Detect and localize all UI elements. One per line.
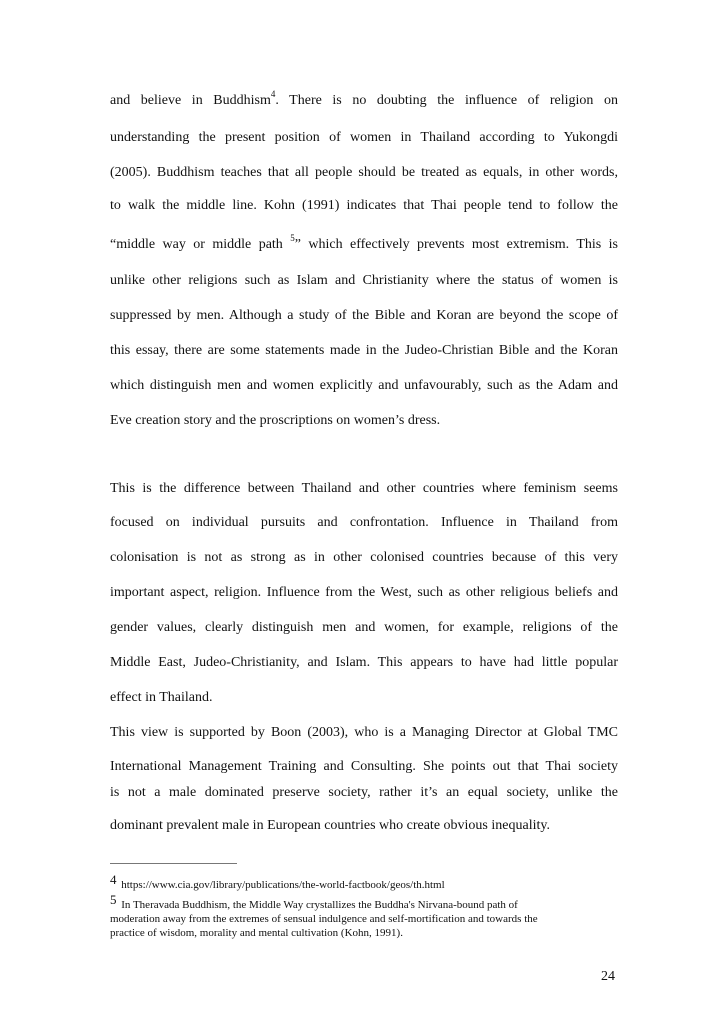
paragraph-1-line-9: which distinguish men and women explicitly and unfavourably, such as the Adam and: [110, 378, 618, 393]
paragraph-1-line-7: suppressed by men. Although a study of the Bible and Koran are beyond the scope of: [110, 308, 618, 323]
paragraph-1-line-3: (2005). Buddhism teaches that all people should be treated as equals, in other words,: [110, 165, 618, 180]
page-number: 24: [601, 969, 615, 984]
footnote-5-line-3: practice of wisdom, morality and mental cultivation (Kohn, 1991).: [110, 927, 403, 939]
footnote-divider: [110, 863, 237, 864]
body-text: . There is no doubting the influence of religion on: [275, 93, 618, 108]
paragraph-2-line-5: gender values, clearly distinguish men and women, for example, religions of the: [110, 620, 618, 635]
paragraph-1-line-6: unlike other religions such as Islam and Christianity where the status of women is: [110, 273, 618, 288]
body-text: ” which effectively prevents most extremism. This is: [294, 237, 619, 252]
footnote-text: In Theravada Buddhism, the Middle Way crystallizes the Buddha's Nirvana-bound path of: [121, 899, 518, 911]
paragraph-1-line-1: [110, 89, 618, 110]
paragraph-3-line-1: This view is supported by Boon (2003), who is a Managing Director at Global TMC: [110, 725, 618, 740]
body-text: and believe in Buddhism: [110, 93, 271, 108]
paragraph-1-line-8: this essay, there are some statements made in the Judeo-Christian Bible and the Koran: [110, 343, 618, 358]
paragraph-3-line-3: is not a male dominated preserve society, rather it’s an equal society, unlike the: [110, 785, 618, 800]
paragraph-2-line-2: focused on individual pursuits and confrontation. Influence in Thailand from: [110, 515, 618, 530]
footnote-4-link[interactable]: https://www.cia.gov/library/publications/the-world-factbook/geos/th.html: [121, 879, 445, 891]
paragraph-1-line-5: [110, 233, 619, 254]
paragraph-1-line-10: Eve creation story and the proscriptions on women’s dress.: [110, 413, 441, 428]
footnote-reference-4[interactable]: 4: [270, 89, 276, 99]
body-text: “middle way or middle path: [110, 237, 283, 252]
footnote-number: 4: [110, 872, 117, 887]
footnote-5-line-2: moderation away from the extremes of sensual indulgence and self-mortification and towards the: [110, 913, 538, 925]
paragraph-3-line-2: International Management Training and Consulting. She points out that Thai society: [110, 759, 618, 774]
paragraph-1-line-2: understanding the present position of women in Thailand according to Yukongdi: [110, 130, 618, 145]
paragraph-1-line-4: to walk the middle line. Kohn (1991) indicates that Thai people tend to follow the: [110, 198, 618, 213]
paragraph-2-line-3: colonisation is not as strong as in other colonised countries because of this very: [110, 550, 618, 565]
paragraph-2-line-6: Middle East, Judeo-Christianity, and Islam. This appears to have had little popular: [110, 655, 618, 670]
paragraph-2-line-7: effect in Thailand.: [110, 690, 213, 705]
paragraph-3-line-4: dominant prevalent male in European countries who create obvious inequality.: [110, 818, 550, 833]
paragraph-2-line-4: important aspect, religion. Influence from the West, such as other religious beliefs and: [110, 585, 618, 600]
footnote-5-line-1: [110, 893, 618, 912]
footnote-reference-5[interactable]: 5: [290, 233, 295, 243]
footnote-4: [110, 873, 618, 892]
paragraph-2-line-1: This is the difference between Thailand and other countries where feminism seems: [110, 481, 618, 496]
footnote-number: 5: [110, 892, 117, 907]
